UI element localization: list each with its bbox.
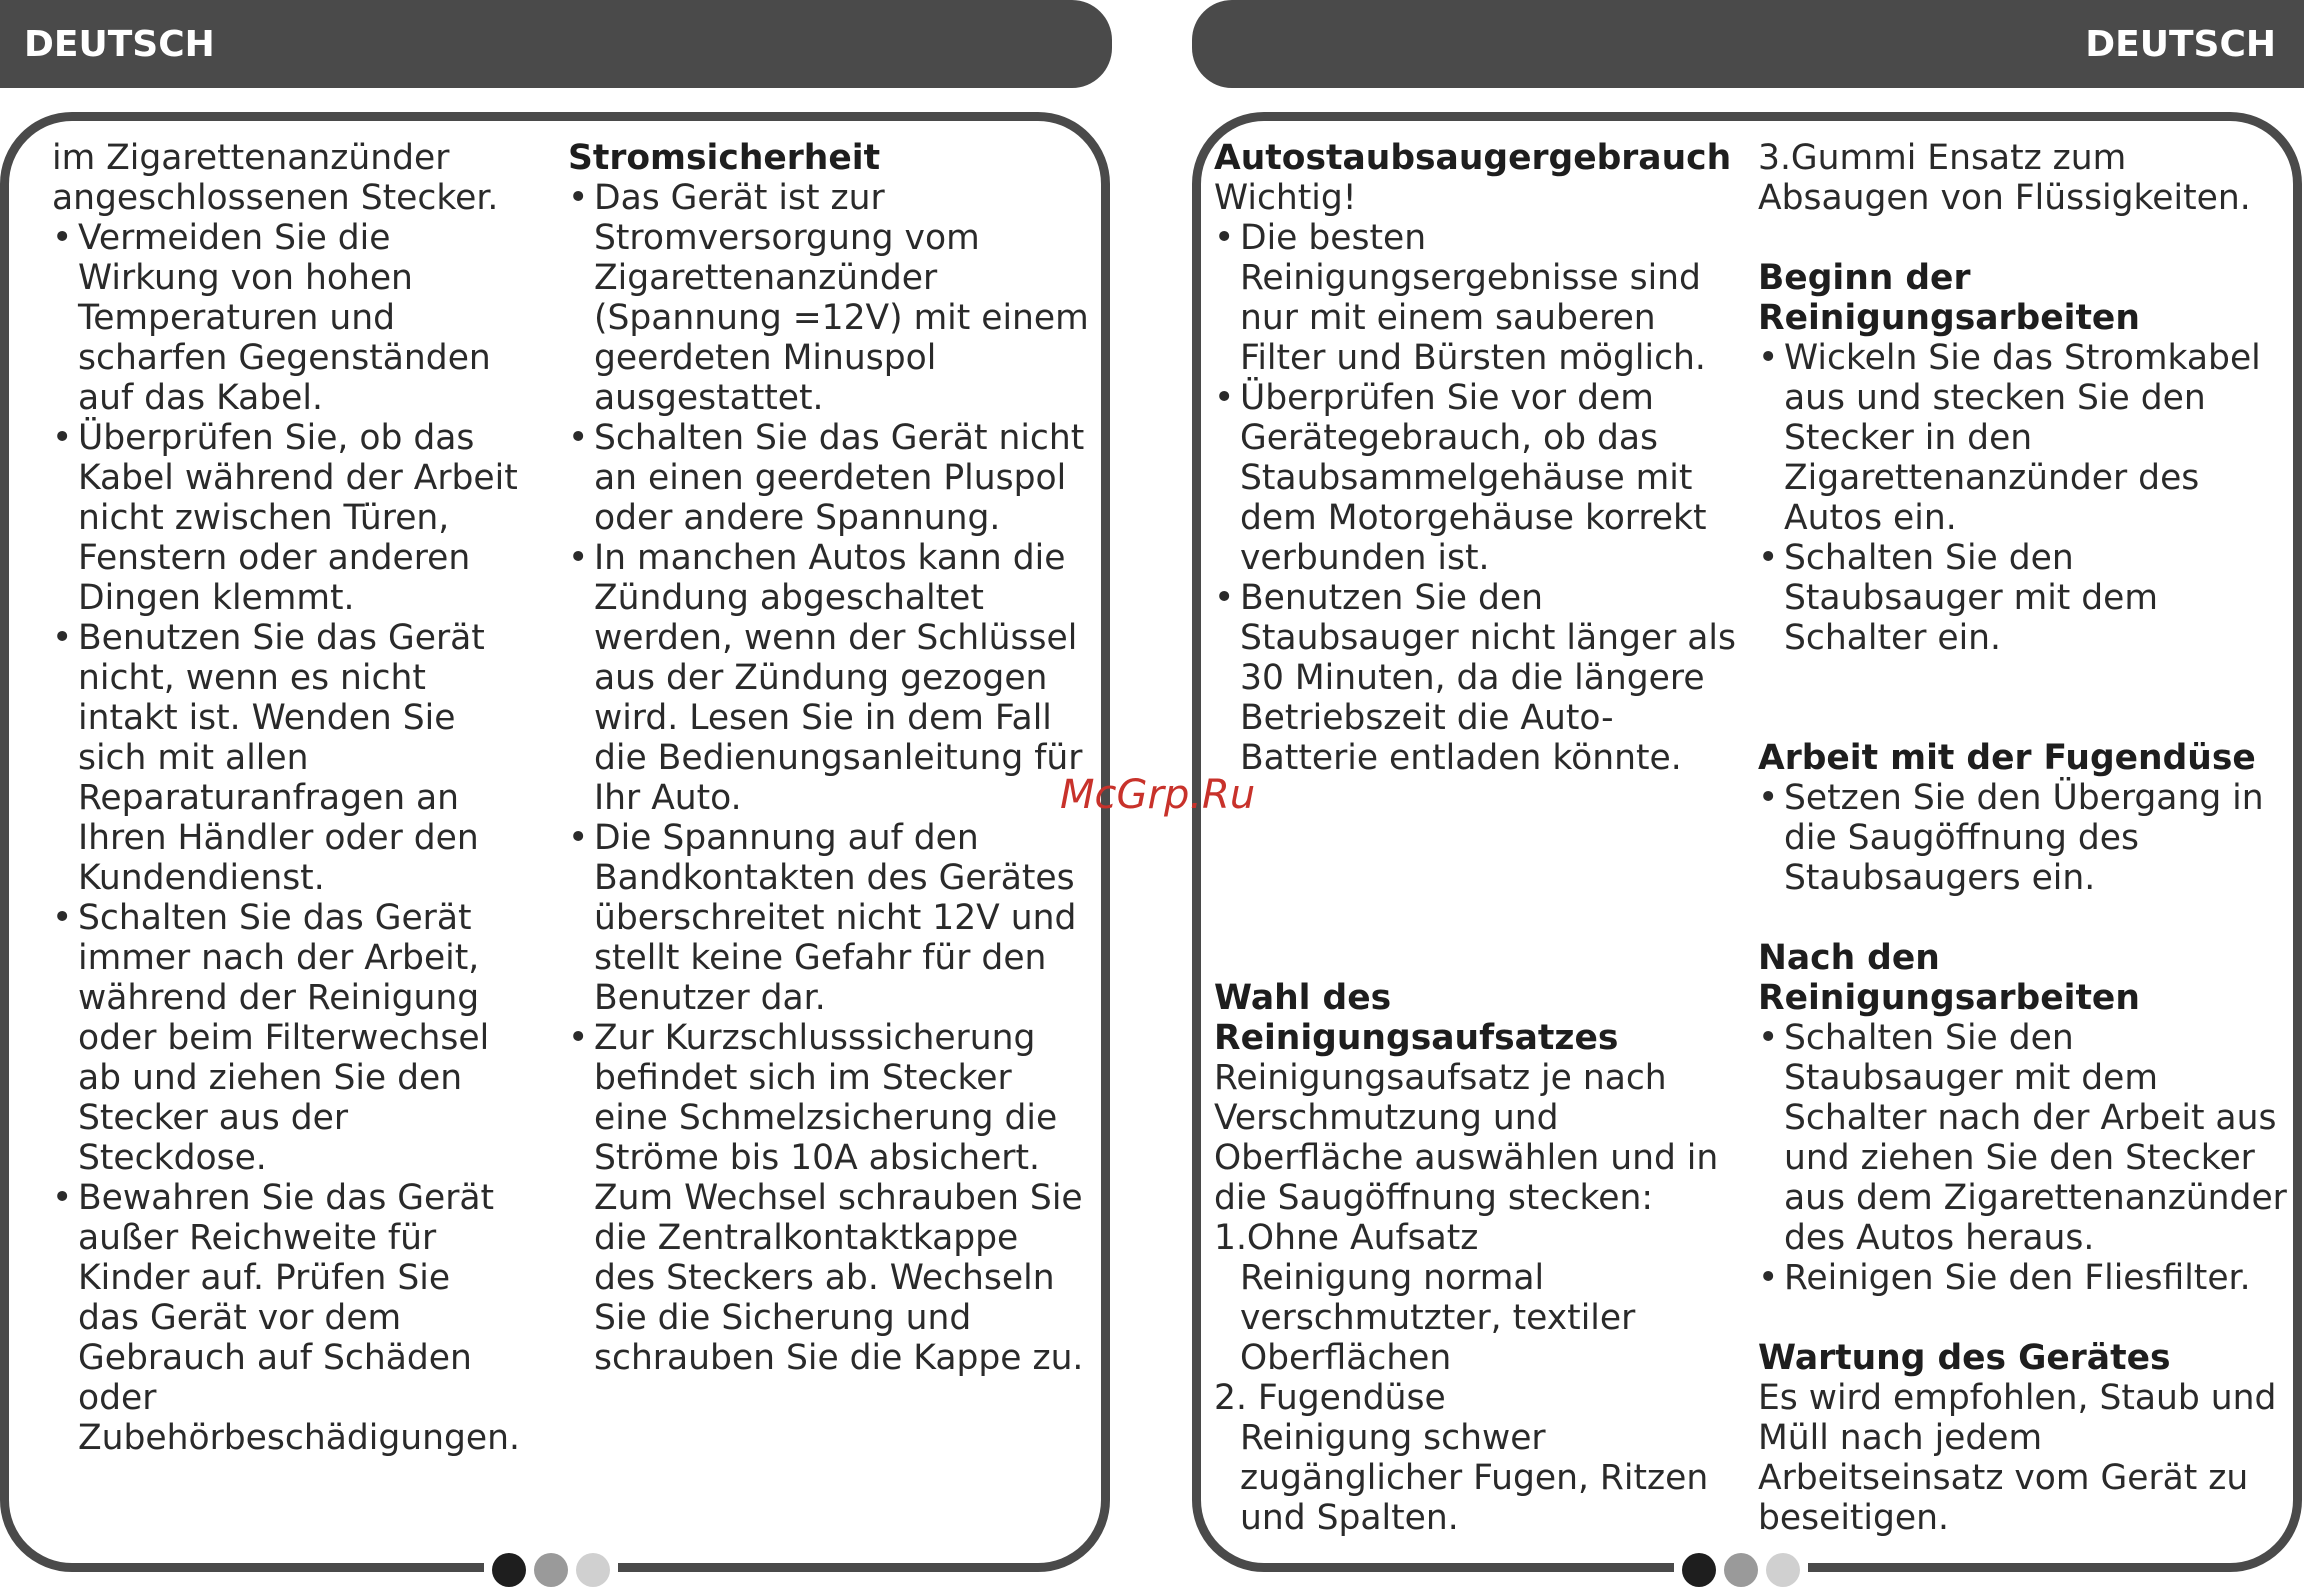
list-item: • Reinigen Sie den Fliesfilter. bbox=[1758, 1258, 2251, 1298]
page-dot-icon bbox=[1766, 1553, 1800, 1587]
intro-text: im Zigarettenanzünder angeschlossenen Stecker. bbox=[52, 138, 499, 218]
list-item: • Benutzen Sie das Gerät nicht, wenn es nicht intakt ist. Wenden Sie sich mit allen Reparaturanfragen an Ihren Händler oder den Kundendienst. bbox=[52, 618, 485, 898]
list-item: • Überprüfen Sie vor dem Gerätegebrauch, ob das Staubsammelgehäuse mit dem Motorgehäuse korrekt verbunden ist. bbox=[1214, 378, 1707, 578]
list-item: • In manchen Autos kann die Zündung abgeschaltet werden, wenn der Schlüssel aus der Zündung gezogen wird. Lesen Sie in dem Fall die Bedienungsanleitung für Ihr Auto. bbox=[568, 538, 1083, 818]
list-item: • Zur Kurzschlusssicherung befindet sich im Stecker eine Schmelzsicherung die Ströme bis 10A absichert. Zum Wechsel schrauben Sie die Zentralkontaktkappe des Steckers ab. Wechseln Sie die Sicherung und schrauben Sie die Kappe zu. bbox=[568, 1018, 1084, 1378]
section-heading: Wahl des Reinigungsaufsatzes bbox=[1214, 978, 1619, 1058]
list-item: • Wickeln Sie das Stromkabel aus und stecken Sie den Stecker in den Zigarettenanzünder des Autos ein. bbox=[1758, 338, 2261, 538]
column-2 bbox=[568, 138, 1090, 1378]
page-dot-icon bbox=[1682, 1553, 1716, 1587]
page-dot-icon bbox=[534, 1553, 568, 1587]
list-item: • Schalten Sie das Gerät immer nach der Arbeit, während der Reinigung oder beim Filterwechsel ab und ziehen Sie den Stecker aus der Steckdose. bbox=[52, 898, 490, 1178]
list-item: • Benutzen Sie den Staubsauger nicht länger als 30 Minuten, da die längere Betriebszeit die Auto-Batterie entladen könnte. bbox=[1214, 578, 1736, 778]
column-3-lower bbox=[1214, 978, 1754, 1538]
list-item: • Überprüfen Sie, ob das Kabel während der Arbeit nicht zwischen Türen, Fenstern oder anderen Dingen klemmt. bbox=[52, 418, 518, 618]
section-heading: Arbeit mit der Fugendüse bbox=[1758, 738, 2256, 778]
column-1 bbox=[52, 138, 522, 1458]
page-dots-left bbox=[484, 1550, 618, 1590]
section-heading: Stromsicherheit bbox=[568, 138, 881, 178]
section-heading: Beginn der Reinigungsarbeiten bbox=[1758, 258, 2140, 338]
column-3 bbox=[1214, 138, 1744, 778]
paragraph: Reinigungsaufsatz je nach Verschmutzung und Oberfläche auswählen und in die Saugöffnung stecken: bbox=[1214, 1058, 1719, 1218]
header-bar-left bbox=[0, 0, 1112, 88]
list-item: • Vermeiden Sie die Wirkung von hohen Temperaturen und scharfen Gegenständen auf das Kabel. bbox=[52, 218, 491, 418]
section-heading: Autostaubsaugergebrauch bbox=[1214, 138, 1732, 178]
column-4-lower bbox=[1758, 738, 2288, 1538]
column-4 bbox=[1758, 138, 2288, 658]
list-item: • Schalten Sie den Staubsauger mit dem Schalter ein. bbox=[1758, 538, 2159, 658]
list-item: • Bewahren Sie das Gerät außer Reichweite für Kinder auf. Prüfen Sie das Gerät vor dem Gebrauch auf Schäden oder Zubehörbeschädigungen. bbox=[52, 1178, 520, 1458]
numbered-item: 1.Ohne Aufsatz Reinigung normal verschmutzter, textiler Oberflächen bbox=[1214, 1218, 1636, 1378]
note-label: Wichtig! bbox=[1214, 178, 1357, 218]
list-item: • Das Gerät ist zur Stromversorgung vom Zigarettenanzünder (Spannung =12V) mit einem geerdeten Minuspol ausgestattet. bbox=[568, 178, 1089, 418]
numbered-item: 3.Gummi Ensatz zum Absaugen von Flüssigkeiten. bbox=[1758, 138, 2251, 218]
page-dots-right bbox=[1674, 1550, 1808, 1590]
page-dot-icon bbox=[492, 1553, 526, 1587]
language-label-right: DEUTSCH bbox=[2085, 23, 2276, 65]
section-heading: Nach den Reinigungsarbeiten bbox=[1758, 938, 2140, 1018]
list-item: • Schalten Sie das Gerät nicht an einen geerdeten Pluspol oder andere Spannung. bbox=[568, 418, 1085, 538]
watermark: McGrp.Ru bbox=[1060, 772, 1256, 818]
list-item: • Setzen Sie den Übergang in die Saugöffnung des Staubsaugers ein. bbox=[1758, 778, 2264, 898]
list-item: • Die Spannung auf den Bandkontakten des Gerätes überschreitet nicht 12V und stellt keine Gefahr für den Benutzer dar. bbox=[568, 818, 1077, 1018]
list-item: • Schalten Sie den Staubsauger mit dem Schalter nach der Arbeit aus und ziehen Sie den Stecker aus dem Zigarettenanzünder des Autos heraus. bbox=[1758, 1018, 2287, 1258]
numbered-item: 2. Fugendüse Reinigung schwer zugänglicher Fugen, Ritzen und Spalten. bbox=[1214, 1378, 1709, 1538]
section-heading: Wartung des Gerätes bbox=[1758, 1338, 2171, 1378]
header-bar-right bbox=[1192, 0, 2304, 88]
list-item: • Die besten Reinigungsergebnisse sind nur mit einem sauberen Filter und Bürsten möglich. bbox=[1214, 218, 1706, 378]
page-dot-icon bbox=[1724, 1553, 1758, 1587]
paragraph: Es wird empfohlen, Staub und Müll nach jedem Arbeitseinsatz vom Gerät zu beseitigen. bbox=[1758, 1378, 2277, 1538]
language-label-left: DEUTSCH bbox=[24, 23, 215, 65]
page-dot-icon bbox=[576, 1553, 610, 1587]
